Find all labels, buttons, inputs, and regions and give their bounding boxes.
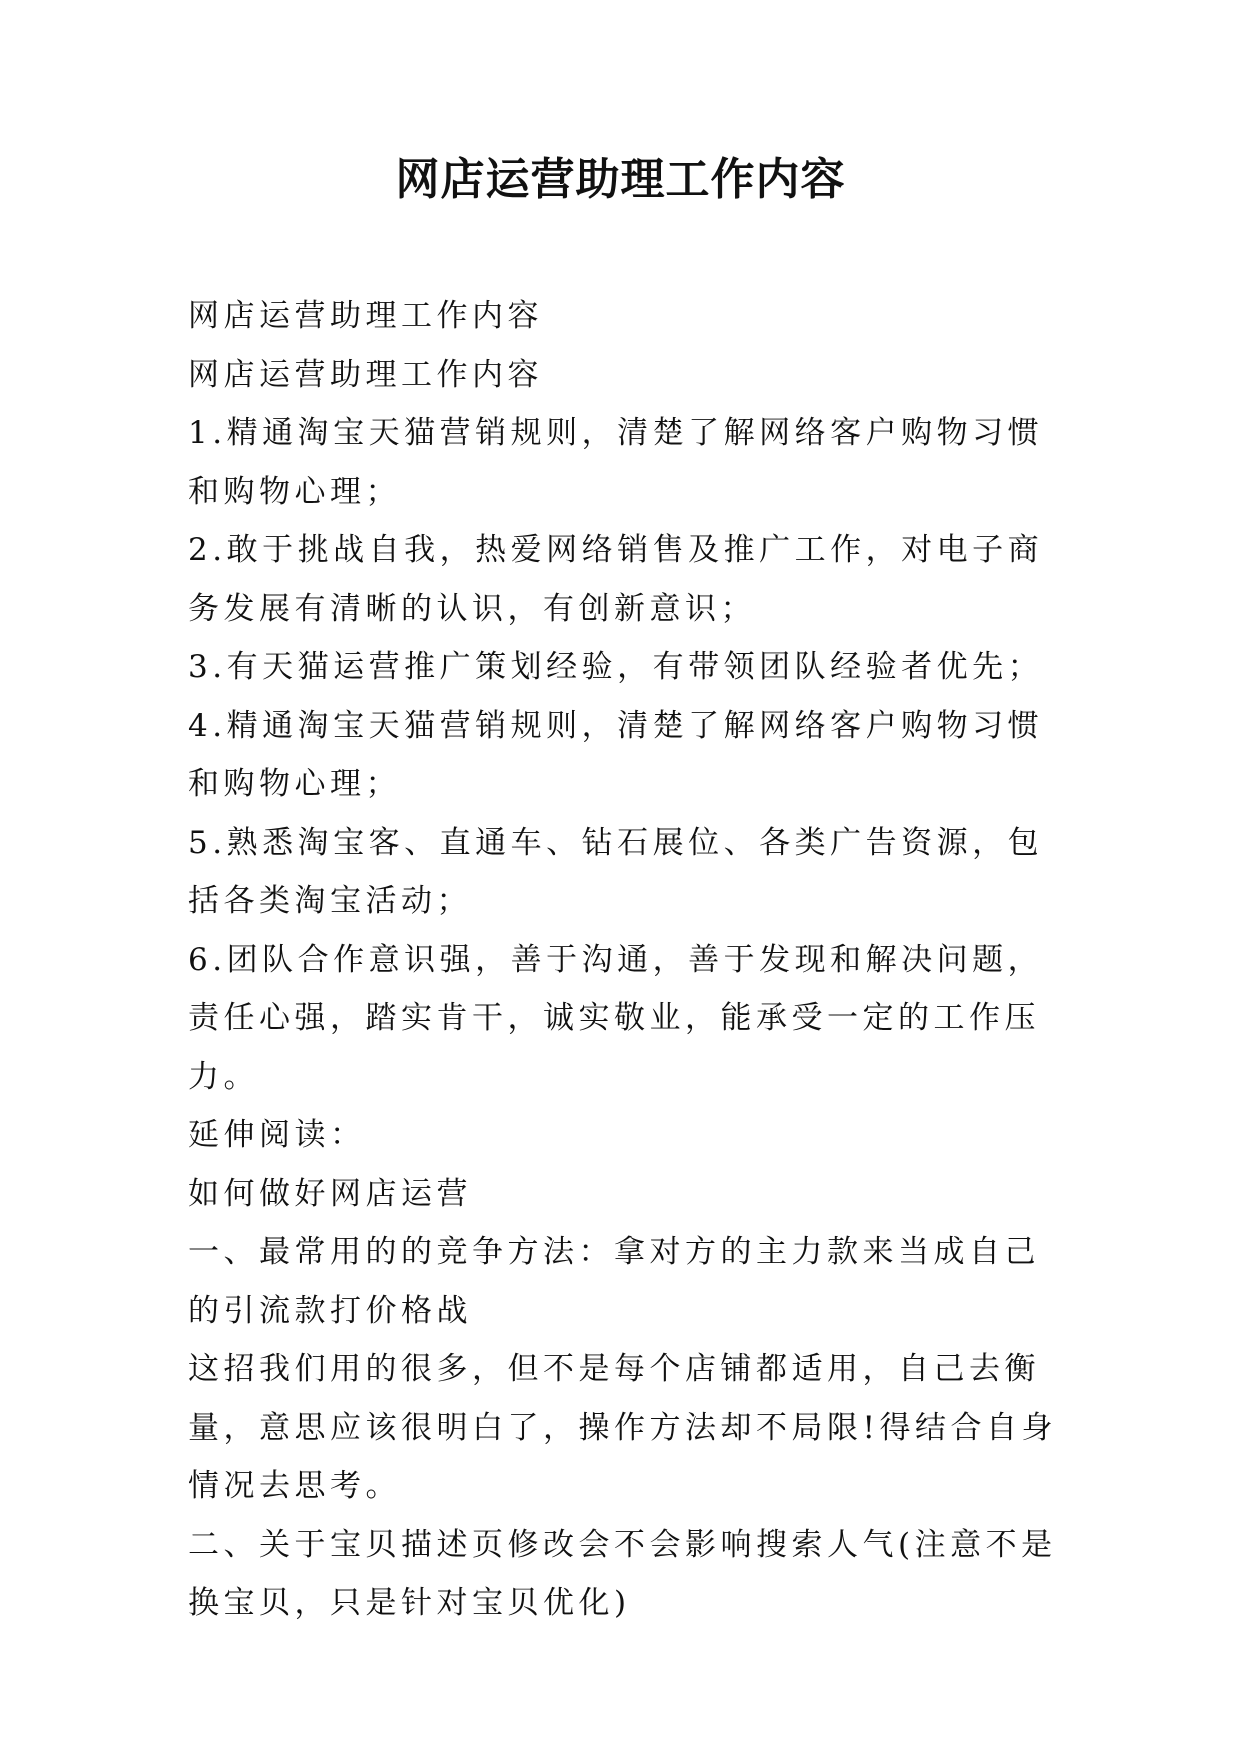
paragraph-section-heading: 如何做好网店运营 — [188, 1175, 472, 1212]
document-body — [188, 287, 1058, 1633]
document-title: 网店运营助理工作内容 — [395, 154, 846, 205]
paragraph-item-2: 2.敢于挑战自我，热爱网络销售及推广工作，对电子商务发展有清晰的认识，有创新意识； — [188, 532, 1044, 627]
paragraph-extended-reading: 延伸阅读： — [188, 1117, 366, 1153]
paragraph-point-1-body: 这招我们用的很多，但不是每个店铺都适用，自己去衡量，意思应该很明白了，操作方法却不局限!得结合自身情况去思考。 — [188, 1351, 1057, 1504]
paragraph-subtitle-1: 网店运营助理工作内容 — [188, 298, 543, 334]
paragraph-point-1-heading: 一、最常用的的竞争方法：拿对方的主力款来当成自己的引流款打价格战 — [188, 1234, 1040, 1329]
paragraph-item-4: 4.精通淘宝天猫营销规则，清楚了解网络客户购物习惯和购物心理； — [188, 707, 1044, 802]
paragraph-point-2-heading: 二、关于宝贝描述页修改会不会影响搜索人气(注意不是换宝贝，只是针对宝贝优化) — [188, 1526, 1057, 1621]
paragraph-item-1: 1.精通淘宝天猫营销规则，清楚了解网络客户购物习惯和购物心理； — [188, 415, 1044, 510]
paragraph-item-5: 5.熟悉淘宝客、直通车、钻石展位、各类广告资源，包括各类淘宝活动； — [188, 824, 1044, 919]
paragraph-item-3: 3.有天猫运营推广策划经验，有带领团队经验者优先； — [188, 649, 1044, 685]
paragraph-subtitle-2: 网店运营助理工作内容 — [188, 356, 543, 393]
paragraph-item-6: 6.团队合作意识强，善于沟通，善于发现和解决问题，责任心强，踏实肯干，诚实敬业，能承受一定的工作压力。 — [188, 941, 1044, 1095]
